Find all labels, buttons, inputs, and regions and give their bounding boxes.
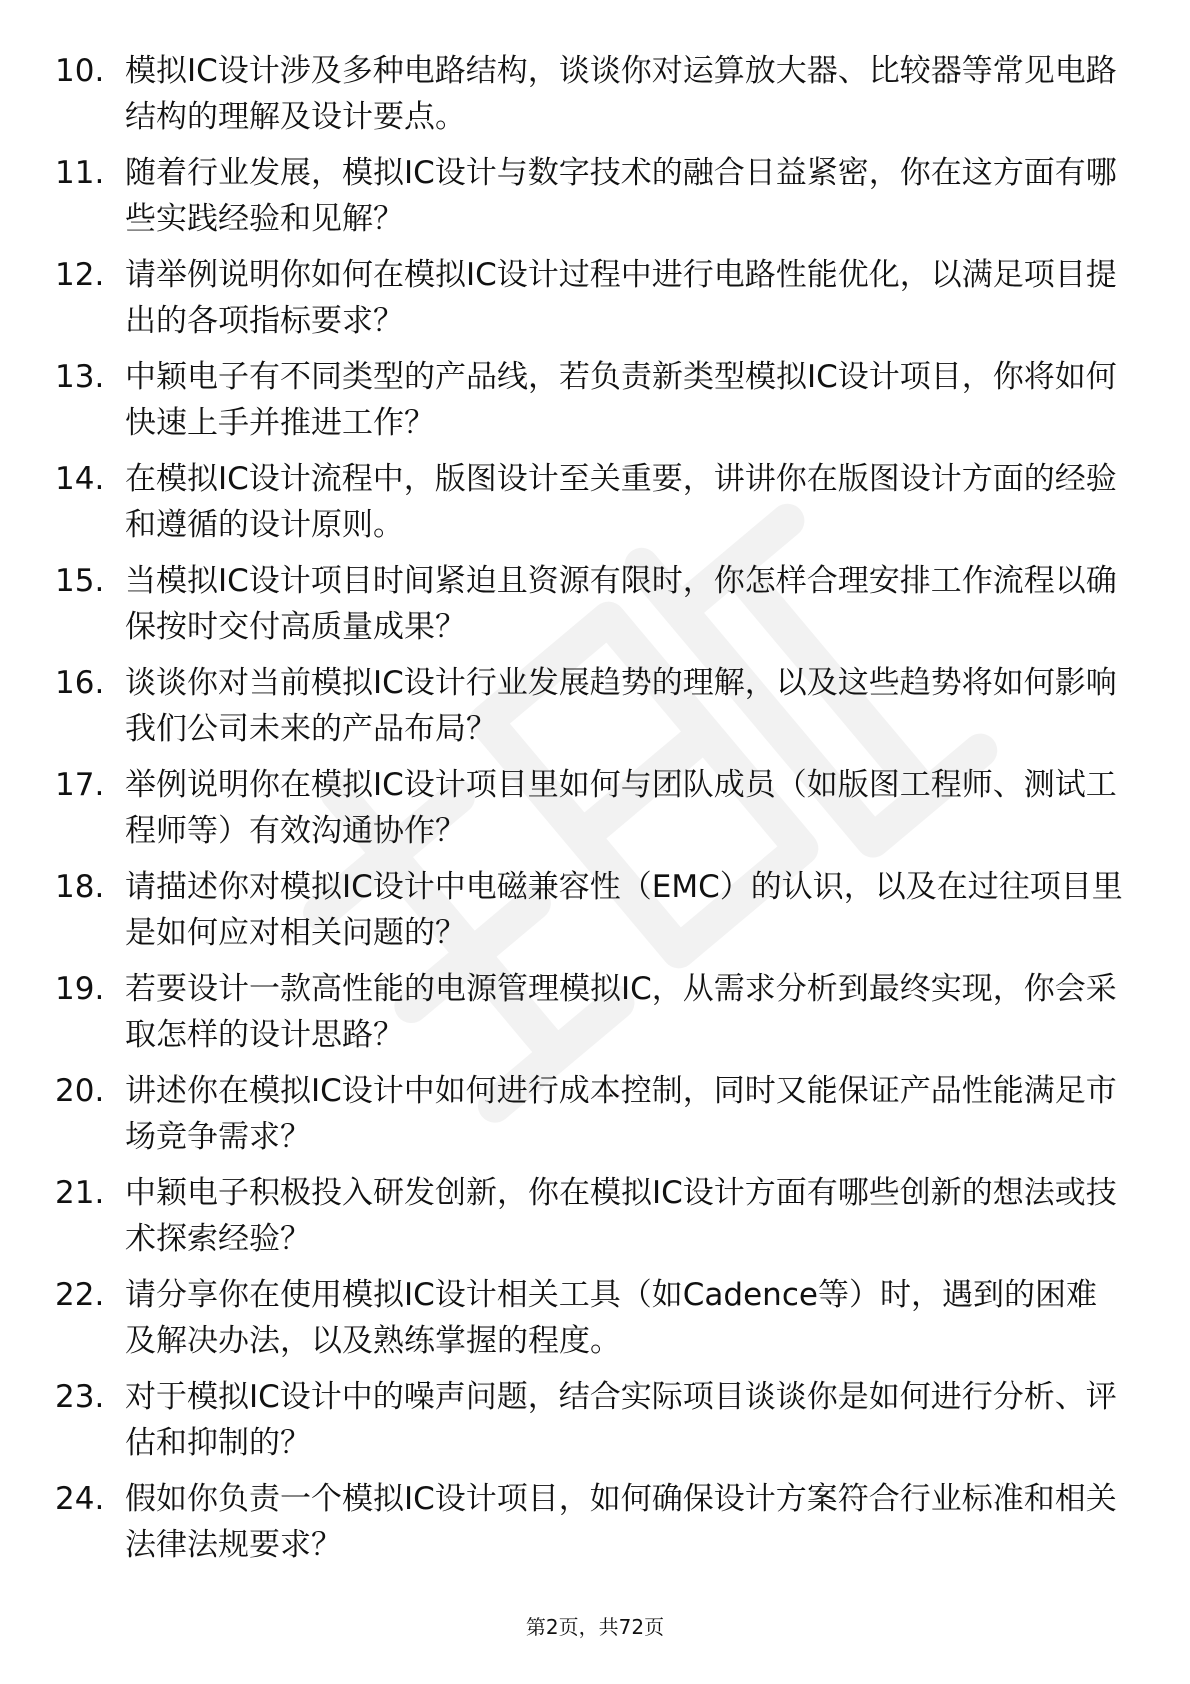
question-item bbox=[55, 1170, 1135, 1272]
question-item bbox=[55, 456, 1135, 558]
question-number: 22. bbox=[55, 1277, 105, 1313]
question-item bbox=[55, 1068, 1135, 1170]
question-text: 在模拟IC设计流程中，版图设计至关重要，讲讲你在版图设计方面的经验和遵循的设计原则。 bbox=[125, 461, 1117, 543]
question-item bbox=[55, 48, 1135, 150]
question-number: 17. bbox=[55, 767, 105, 803]
question-text: 请分享你在使用模拟IC设计相关工具（如Cadence等）时，遇到的困难及解决办法，以及熟练掌握的程度。 bbox=[125, 1277, 1097, 1359]
question-item bbox=[55, 762, 1135, 864]
question-number: 11. bbox=[55, 155, 105, 191]
question-text: 讲述你在模拟IC设计中如何进行成本控制，同时又能保证产品性能满足市场竞争需求？ bbox=[125, 1073, 1117, 1155]
question-item bbox=[55, 150, 1135, 252]
question-text: 中颖电子有不同类型的产品线，若负责新类型模拟IC设计项目，你将如何快速上手并推进工作？ bbox=[125, 359, 1117, 441]
question-number: 21. bbox=[55, 1175, 105, 1211]
question-list bbox=[55, 48, 1135, 1578]
question-number: 13. bbox=[55, 359, 105, 395]
question-text: 举例说明你在模拟IC设计项目里如何与团队成员（如版图工程师、测试工程师等）有效沟通协作？ bbox=[125, 767, 1117, 849]
question-item bbox=[55, 252, 1135, 354]
question-number: 16. bbox=[55, 665, 105, 701]
question-text: 模拟IC设计涉及多种电路结构，谈谈你对运算放大器、比较器等常见电路结构的理解及设计要点。 bbox=[125, 53, 1117, 135]
question-number: 20. bbox=[55, 1073, 105, 1109]
question-number: 23. bbox=[55, 1379, 105, 1415]
question-item bbox=[55, 1476, 1135, 1578]
question-number: 18. bbox=[55, 869, 105, 905]
question-number: 24. bbox=[55, 1481, 105, 1517]
question-text: 请举例说明你如何在模拟IC设计过程中进行电路性能优化，以满足项目提出的各项指标要求？ bbox=[125, 257, 1117, 339]
question-text: 对于模拟IC设计中的噪声问题，结合实际项目谈谈你是如何进行分析、评估和抑制的？ bbox=[125, 1379, 1117, 1461]
question-item bbox=[55, 1374, 1135, 1476]
question-text: 若要设计一款高性能的电源管理模拟IC，从需求分析到最终实现，你会采取怎样的设计思路？ bbox=[125, 971, 1117, 1053]
page-footer: 第2页，共72页 bbox=[525, 1615, 665, 1639]
question-number: 19. bbox=[55, 971, 105, 1007]
question-number: 15. bbox=[55, 563, 105, 599]
question-text: 谈谈你对当前模拟IC设计行业发展趋势的理解，以及这些趋势将如何影响我们公司未来的产品布局？ bbox=[125, 665, 1117, 747]
question-item bbox=[55, 558, 1135, 660]
question-number: 10. bbox=[55, 53, 105, 89]
question-item bbox=[55, 966, 1135, 1068]
question-item bbox=[55, 864, 1135, 966]
question-item bbox=[55, 660, 1135, 762]
question-text: 随着行业发展，模拟IC设计与数字技术的融合日益紧密，你在这方面有哪些实践经验和见解？ bbox=[125, 155, 1117, 237]
question-text: 中颖电子积极投入研发创新，你在模拟IC设计方面有哪些创新的想法或技术探索经验？ bbox=[125, 1175, 1117, 1257]
question-text: 假如你负责一个模拟IC设计项目，如何确保设计方案符合行业标准和相关法律法规要求？ bbox=[125, 1481, 1117, 1563]
question-number: 12. bbox=[55, 257, 105, 293]
question-number: 14. bbox=[55, 461, 105, 497]
question-item bbox=[55, 1272, 1135, 1374]
question-text: 请描述你对模拟IC设计中电磁兼容性（EMC）的认识，以及在过往项目里是如何应对相关问题的？ bbox=[125, 869, 1123, 951]
question-item bbox=[55, 354, 1135, 456]
question-text: 当模拟IC设计项目时间紧迫且资源有限时，你怎样合理安排工作流程以确保按时交付高质量成果？ bbox=[125, 563, 1117, 645]
